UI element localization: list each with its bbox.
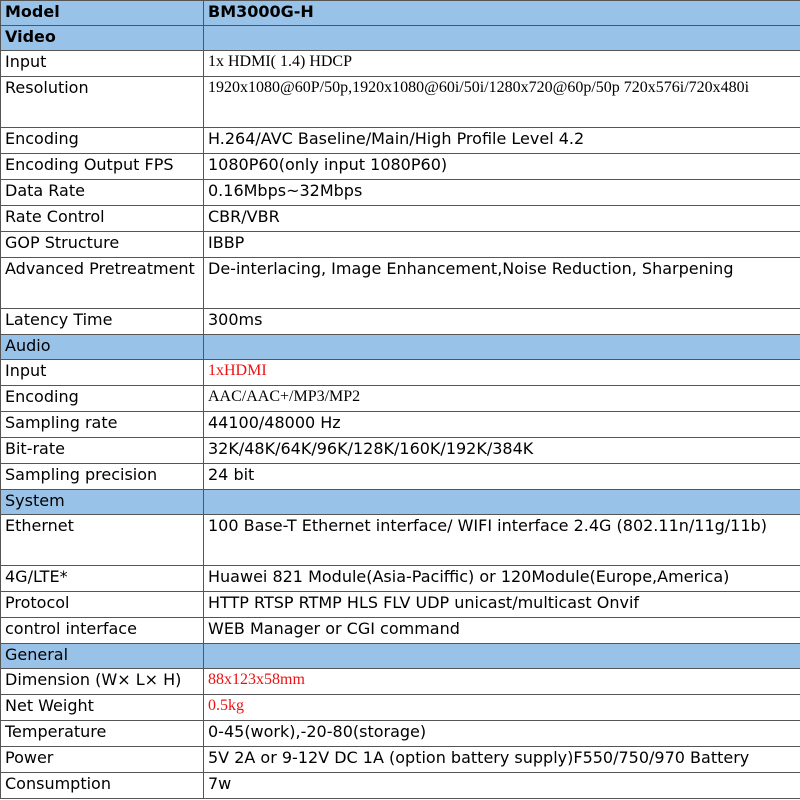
spec-row-bit-rate	[1, 438, 800, 464]
spec-value: HTTP RTSP RTMP HLS FLV UDP unicast/multicast Onvif	[204, 592, 800, 618]
spec-label: 4G/LTE*	[1, 566, 204, 592]
spec-value-highlight: 88x123x58mm	[204, 669, 800, 695]
section-filler	[204, 644, 800, 669]
spec-row-lte	[1, 566, 800, 592]
section-system	[1, 490, 800, 515]
spec-label: Encoding	[1, 386, 204, 412]
spec-row-power	[1, 747, 800, 773]
spec-label: Latency Time	[1, 309, 204, 335]
spec-row-gop	[1, 232, 800, 258]
spec-label: Power	[1, 747, 204, 773]
spec-label: Net Weight	[1, 695, 204, 721]
section-title-audio: Audio	[1, 335, 204, 360]
section-title-system: System	[1, 490, 204, 515]
spec-value: 7w	[204, 773, 800, 799]
spec-row-resolution	[1, 77, 800, 128]
spec-label: Bit-rate	[1, 438, 204, 464]
spec-value: H.264/AVC Baseline/Main/High Profile Level 4.2	[204, 128, 800, 154]
spec-value: De-interlacing, Image Enhancement,Noise Reduction, Sharpening	[204, 258, 800, 309]
spec-row-pretreatment	[1, 258, 800, 309]
spec-row-weight	[1, 695, 800, 721]
spec-label: Protocol	[1, 592, 204, 618]
spec-label: Dimension (W× L× H)	[1, 669, 204, 695]
spec-label: Encoding Output FPS	[1, 154, 204, 180]
spec-label: Temperature	[1, 721, 204, 747]
spec-row-latency	[1, 309, 800, 335]
spec-label: GOP Structure	[1, 232, 204, 258]
spec-value: 32K/48K/64K/96K/128K/160K/192K/384K	[204, 438, 800, 464]
spec-value: CBR/VBR	[204, 206, 800, 232]
section-filler	[204, 490, 800, 515]
spec-label: Input	[1, 360, 204, 386]
spec-value: 300ms	[204, 309, 800, 335]
spec-label: Data Rate	[1, 180, 204, 206]
spec-value-highlight: 0.5kg	[204, 695, 800, 721]
spec-value: 24 bit	[204, 464, 800, 490]
spec-label: Sampling rate	[1, 412, 204, 438]
spec-row-video-input	[1, 51, 800, 77]
spec-label: Resolution	[1, 77, 204, 128]
spec-row-fps	[1, 154, 800, 180]
spec-label: Advanced Pretreatment	[1, 258, 204, 309]
spec-label: Input	[1, 51, 204, 77]
spec-label: Rate Control	[1, 206, 204, 232]
spec-label: Consumption	[1, 773, 204, 799]
spec-value: 100 Base-T Ethernet interface/ WIFI interface 2.4G (802.11n/11g/11b)	[204, 515, 800, 566]
model-row	[1, 1, 800, 26]
spec-value: 44100/48000 Hz	[204, 412, 800, 438]
model-value: BM3000G-H	[204, 1, 800, 26]
spec-value: WEB Manager or CGI command	[204, 618, 800, 644]
spec-label: Ethernet	[1, 515, 204, 566]
section-title-general: General	[1, 644, 204, 669]
spec-value: Huawei 821 Module(Asia-Paciffic) or 120Module(Europe,America)	[204, 566, 800, 592]
spec-row-audio-input	[1, 360, 800, 386]
spec-row-video-encoding	[1, 128, 800, 154]
spec-value: 1080P60(only input 1080P60)	[204, 154, 800, 180]
spec-value: AAC/AAC+/MP3/MP2	[204, 386, 800, 412]
spec-value-highlight: 1xHDMI	[204, 360, 800, 386]
spec-label: control interface	[1, 618, 204, 644]
section-filler	[204, 335, 800, 360]
spec-row-temperature	[1, 721, 800, 747]
section-video	[1, 26, 800, 51]
spec-row-data-rate	[1, 180, 800, 206]
section-general	[1, 644, 800, 669]
model-label: Model	[1, 1, 204, 26]
spec-row-protocol	[1, 592, 800, 618]
section-filler	[204, 26, 800, 51]
spec-row-audio-encoding	[1, 386, 800, 412]
spec-row-rate-control	[1, 206, 800, 232]
spec-row-control	[1, 618, 800, 644]
spec-value: 0.16Mbps~32Mbps	[204, 180, 800, 206]
spec-row-consumption	[1, 773, 800, 799]
spec-value: 5V 2A or 9-12V DC 1A (option battery supply)F550/750/970 Battery	[204, 747, 800, 773]
spec-label: Encoding	[1, 128, 204, 154]
section-audio	[1, 335, 800, 360]
spec-value: 0-45(work),-20-80(storage)	[204, 721, 800, 747]
spec-value: IBBP	[204, 232, 800, 258]
spec-row-sampling-rate	[1, 412, 800, 438]
spec-value: 1920x1080@60P/50p,1920x1080@60i/50i/1280x720@60p/50p 720x576i/720x480i	[204, 77, 800, 128]
section-title-video: Video	[1, 26, 204, 51]
spec-label: Sampling precision	[1, 464, 204, 490]
spec-row-dimension	[1, 669, 800, 695]
spec-row-precision	[1, 464, 800, 490]
spec-row-ethernet	[1, 515, 800, 566]
spec-value: 1x HDMI( 1.4) HDCP	[204, 51, 800, 77]
